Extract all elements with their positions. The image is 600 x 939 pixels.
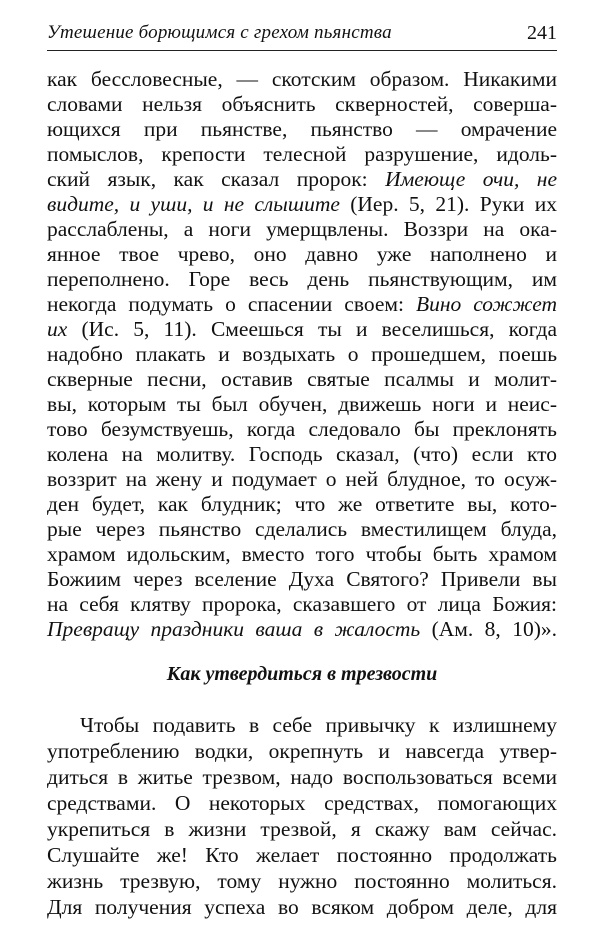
paragraph-1 bbox=[47, 67, 557, 642]
text-line bbox=[47, 712, 557, 738]
text-line bbox=[47, 292, 557, 317]
text-segment: некогда подумать о спасении своем: bbox=[47, 292, 416, 316]
text-segment: (Ис. 5, 11). Смеешься ты и веселишься, когда bbox=[67, 317, 557, 341]
italic-quote: Вино сожжет bbox=[415, 292, 557, 316]
text-segment: храмом идольским, вместо того чтобы быть храмом bbox=[47, 542, 557, 566]
text-line bbox=[47, 816, 557, 842]
paragraph-2 bbox=[47, 712, 557, 920]
running-title: Утешение борющимся с грехом пьянства bbox=[47, 22, 392, 43]
text-segment: средствами. О некоторых средствах, помогающих bbox=[47, 791, 557, 815]
text-line bbox=[47, 67, 557, 92]
text-line bbox=[47, 542, 557, 567]
text-line bbox=[47, 442, 557, 467]
text-line bbox=[47, 790, 557, 816]
text-line bbox=[47, 192, 557, 217]
page-header bbox=[47, 20, 557, 51]
text-segment: вы, которым ты был обучен, движешь ноги и неис- bbox=[47, 392, 557, 416]
italic-quote: Имеюще очи, не bbox=[385, 167, 557, 191]
text-line bbox=[47, 117, 557, 142]
text-line bbox=[47, 342, 557, 367]
page-number: 241 bbox=[527, 22, 557, 44]
text-segment: диться в житье трезвом, надо воспользоваться всеми bbox=[47, 765, 557, 789]
text-line bbox=[47, 592, 557, 617]
text-line bbox=[47, 317, 557, 342]
text-segment: помыслов, крепости телесной разрушение, идоль- bbox=[47, 142, 557, 166]
text-segment: ющихся при пьянстве, пьянство — омрачение bbox=[47, 117, 557, 141]
text-segment: Чтобы подавить в себе привычку к излишнему bbox=[80, 713, 557, 737]
text-line bbox=[47, 167, 557, 192]
text-segment: ден будет, как блудник; что же ответите вы, кото- bbox=[47, 492, 557, 516]
text-segment: ский язык, как сказал пророк: bbox=[47, 167, 386, 191]
text-line bbox=[47, 842, 557, 868]
section-heading: Как утвердиться в трезвости bbox=[166, 663, 438, 685]
text-line bbox=[47, 738, 557, 764]
text-segment: надобно плакать и воздыхать о прошедшем, поешь bbox=[47, 342, 557, 366]
text-line bbox=[47, 417, 557, 442]
text-segment: употреблению водки, окрепнуть и навсегда утвер- bbox=[47, 739, 557, 763]
italic-quote: видите, и уши, и не слышите bbox=[47, 192, 340, 216]
text-line bbox=[47, 764, 557, 790]
text-line bbox=[47, 567, 557, 592]
text-segment: воззрит на жену и подумает о ней блудное, то осуж- bbox=[47, 467, 557, 491]
text-line bbox=[47, 467, 557, 492]
text-segment: Для получения успеха во всяком добром деле, для bbox=[47, 895, 557, 919]
text-line bbox=[47, 267, 557, 292]
text-segment: скверные песни, оставив святые псалмы и молит- bbox=[47, 367, 557, 391]
text-line bbox=[47, 92, 557, 117]
text-line bbox=[47, 617, 557, 642]
text-line bbox=[47, 492, 557, 517]
text-segment: Слушайте же! Кто желает постоянно продолжать bbox=[47, 843, 557, 867]
text-segment: словами нельзя объяснить скверностей, соверша- bbox=[47, 92, 557, 116]
text-line bbox=[47, 367, 557, 392]
text-line bbox=[47, 142, 557, 167]
text-segment: на себя клятву пророка, сказавшего от лица Божия: bbox=[47, 592, 557, 616]
italic-quote: их bbox=[47, 317, 68, 341]
text-line bbox=[47, 217, 557, 242]
text-segment: жизнь трезвую, тому нужно постоянно молиться. bbox=[47, 869, 557, 893]
text-segment: Божиим через вселение Духа Святого? Привели вы bbox=[47, 567, 557, 591]
text-segment: колена на молитву. Господь сказал, (что) если кто bbox=[47, 442, 557, 466]
text-line bbox=[47, 242, 557, 267]
text-line bbox=[47, 392, 557, 417]
italic-quote: Превращу праздники ваша в жалость bbox=[47, 617, 421, 641]
text-line bbox=[47, 894, 557, 920]
text-segment: янное твое чрево, оно давно уже наполнено и bbox=[47, 242, 557, 266]
text-segment: расслаблены, а ноги умерщвлены. Воззри на ока- bbox=[47, 217, 557, 241]
text-segment: рые через пьянство сделались вместилищем блуда, bbox=[47, 517, 557, 541]
text-segment: (Ам. 8, 10)». bbox=[420, 617, 557, 641]
text-segment: переполнено. Горе весь день пьянствующим, им bbox=[47, 267, 557, 291]
text-segment: как бессловесные, — скотским образом. Никакими bbox=[47, 67, 557, 91]
text-segment: укрепиться в жизни трезвой, я скажу вам сейчас. bbox=[47, 817, 557, 841]
text-line bbox=[47, 517, 557, 542]
text-segment: (Иер. 5, 21). Руки их bbox=[339, 192, 557, 216]
text-segment: тово безумствуешь, когда следовало бы преклонять bbox=[47, 417, 557, 441]
text-line bbox=[47, 868, 557, 894]
